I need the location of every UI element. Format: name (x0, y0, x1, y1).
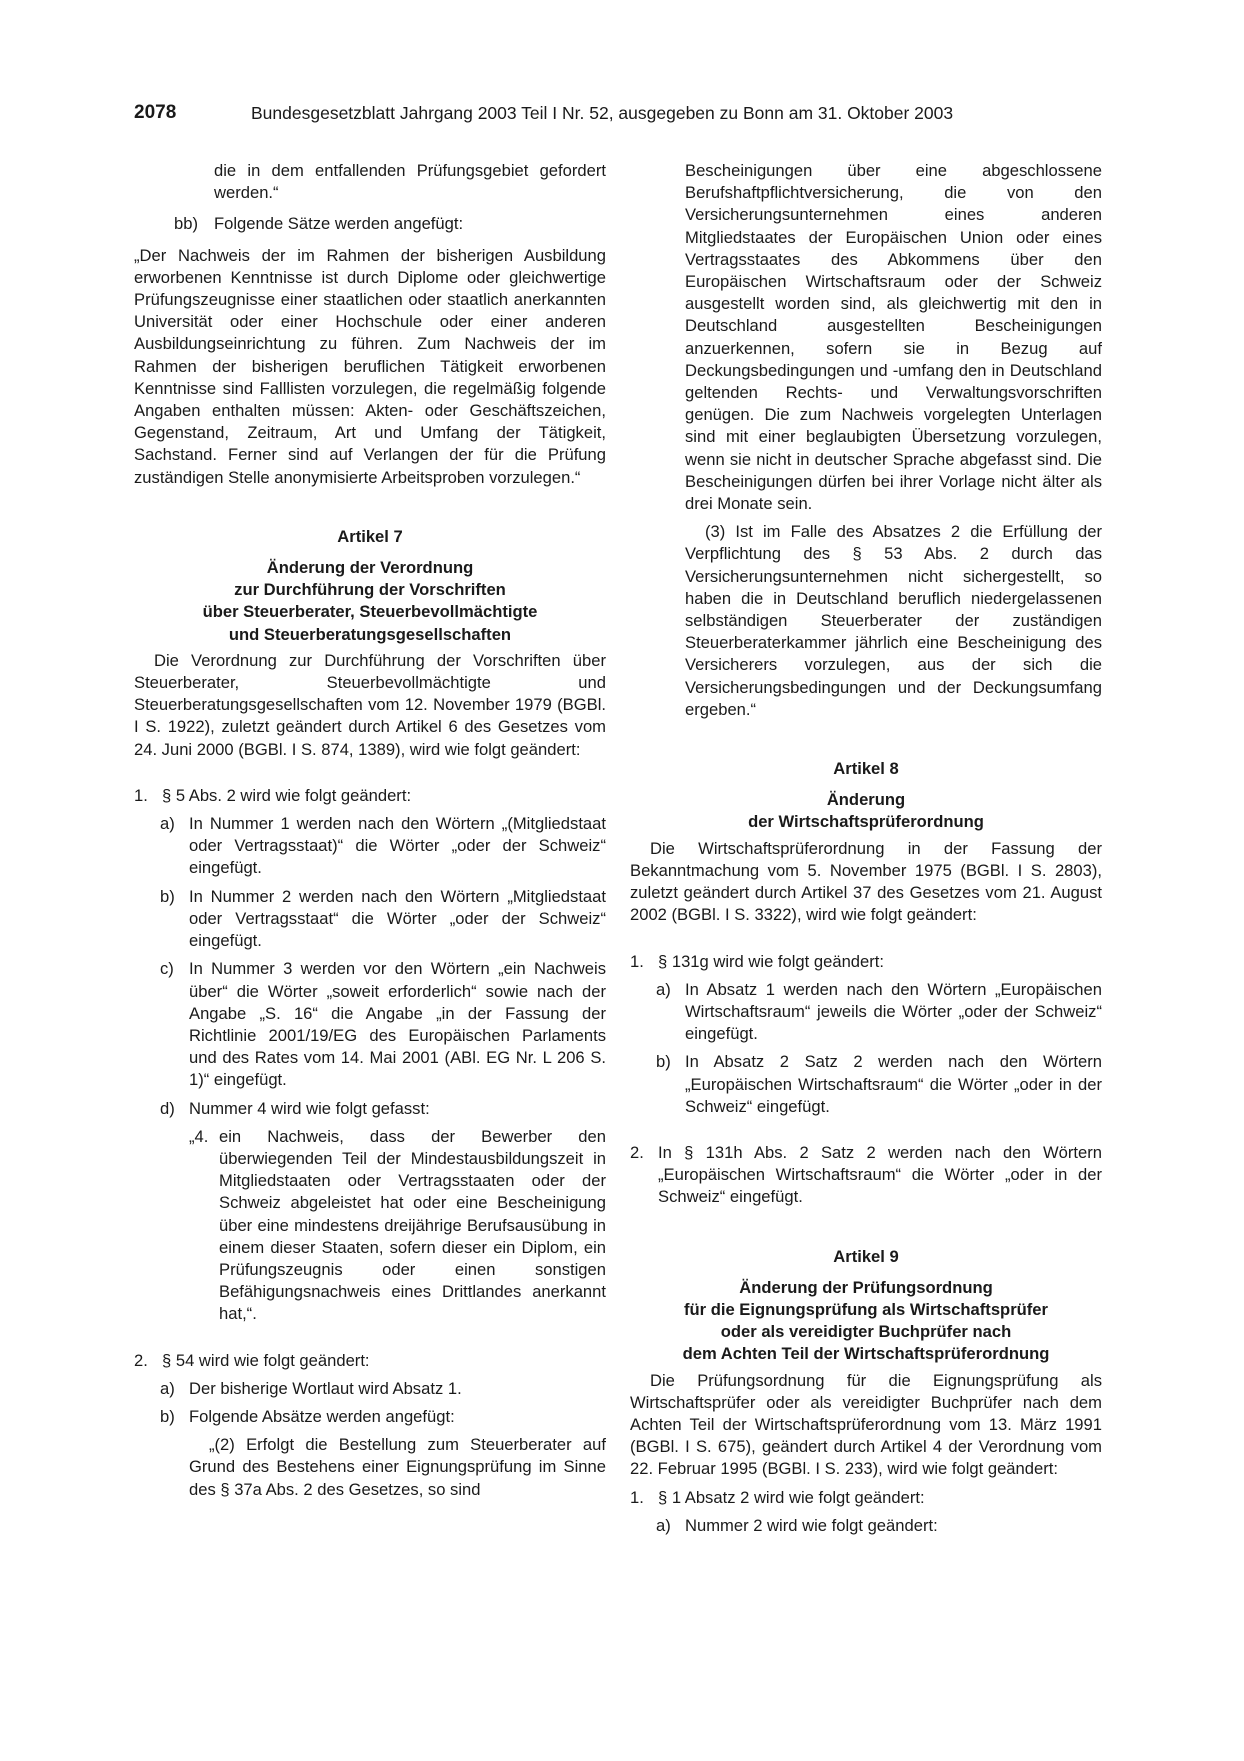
continued-text: Bescheinigungen über eine abgeschlossene Berufshaftpflichtversicherung, die von den Versicherungsunternehmen eines anderen Mitgliedstaates der Europäischen Union oder eines Vertragsstaates des Abkommens über den Europäischen Wirtschaftsraum oder der Schweiz ausgestellt worden sind, als gleichwertig mit den in Deutschland ausgestellten Bescheinigungen anzuerkennen, sofern sie in Bezug auf Deckungsbedingungen und -umfang den in Deutschland geltenden Rechts- und Verwaltungsvorschriften genügen. Die zum Nachweis vorgelegten Unterlagen sind mit einer beglaubigten Übersetzung vorzulegen, wenn sie nicht in deutscher Sprache abgefasst sind. Die Bescheinigungen dürfen bei ihrer Vorlage nicht älter als drei Monate sein. (685, 161, 1102, 514)
title-line: oder als vereidigter Buchprüfer nach (720, 1322, 1012, 1342)
article-9-heading: Artikel 9 (833, 1246, 899, 1266)
list-item-1a (134, 813, 606, 880)
list-text: Folgende Absätze werden angefügt: (189, 1406, 455, 1426)
article-7-heading: Artikel 7 (337, 526, 403, 546)
title-line: zur Durchführung der Vorschriften (234, 580, 506, 600)
list-label: bb) (174, 214, 198, 234)
gazette-title: Bundesgesetzblatt Jahrgang 2003 Teil I Nr. 52, ausgegeben zu Bonn am 31. Oktober 2003 (251, 103, 954, 123)
list-text: Nummer 2 wird wie folgt geändert: (685, 1515, 938, 1535)
list-label: 1. (630, 1487, 644, 1507)
list-item-1 (134, 785, 606, 807)
list-text: Folgende Sätze werden angefügt: (214, 214, 464, 234)
list-item-1d (134, 1098, 606, 1120)
list-item-1b (134, 886, 606, 953)
article-7-intro: Die Verordnung zur Durchführung der Vorschriften über Steuerberater, Steuerbevollmächtigte und Steuerberatungsgesellschaften vom 12. November 1979 (BGBl. I S. 1922), zuletzt geändert durch Artikel 6 des Gesetzes vom 24. Juni 2000 (BGBl. I S. 874, 1389), wird wie folgt geändert: (134, 650, 606, 759)
list-item-1b (630, 1051, 1102, 1118)
quoted-amendment: „Der Nachweis der im Rahmen der bisherigen Ausbildung erworbenen Kenntnisse ist durch Diplome oder gleichwertige Prüfungszeugnisse einer staatlichen oder staatlich anerkannten Universität oder einer Hochschule oder einer anderen Ausbildungseinrichtung zu führen. Zum Nachweis der im Rahmen der bisherigen beruflichen Tätigkeit erworbenen Kenntnisse sind Falllisten vorzulegen, die regelmäßig folgende Angaben enthalten müssen: Akten- oder Geschäftszeichen, Gegenstand, Zeitraum, Art und Umfang der Tätigkeit, Sachstand. Ferner sind auf Verlangen der für die Prüfung zuständigen Stelle anonymisierte Arbeitsproben vorzulegen.“ (134, 245, 606, 487)
quoted-text: ein Nachweis, dass der Bewerber den überwiegenden Teil der Mindestausbildungszeit in Mitgliedstaaten oder Vertragsstaaten oder der Schweiz abgeleistet hat oder eine Bescheinigung über eine mindestens dreijährige Berufsausübung in einem dieser Staaten, sofern dieser ein Diplom, ein Prüfungszeugnis oder einen sonstigen Befähigungsnachweis eines Drittlandes anerkannt hat,“. (219, 1126, 606, 1324)
list-item-2a (134, 1378, 606, 1400)
list-text: In Absatz 2 Satz 2 werden nach den Wörtern „Europäischen Wirtschaftsraum“ die Wörter „oder in der Schweiz“ eingefügt. (685, 1052, 1102, 1116)
title-line: für die Eignungsprüfung als Wirtschaftsprüfer (683, 1299, 1048, 1319)
list-text: In Nummer 2 werden nach den Wörtern „Mitgliedstaat oder Vertragsstaat“ die Wörter „oder der Schweiz“ eingefügt. (189, 886, 606, 951)
list-text: Der bisherige Wortlaut wird Absatz 1. (189, 1378, 462, 1398)
article-8-heading: Artikel 8 (833, 759, 899, 779)
article-7-title (134, 557, 606, 646)
title-line: der Wirtschaftsprüferordnung (748, 812, 984, 832)
list-text: In § 131h Abs. 2 Satz 2 werden nach den Wörtern „Europäischen Wirtschaftsraum“ die Wörter „oder in der Schweiz“ eingefügt. (658, 1142, 1102, 1207)
list-label: b) (160, 1406, 175, 1426)
list-label: c) (160, 959, 174, 979)
quoted-paragraph-3: (3) Ist im Falle des Absatzes 2 die Erfüllung der Verpflichtung des § 53 Abs. 2 durch das Versicherungsunternehmen nicht sichergestellt, so haben die in Deutschland beruflich niedergelassenen selbständigen Steuerberater der zuständigen Steuerberaterkammer jährlich eine Bescheinigung des Versicherers vorzulegen, aus der sich die Versicherungsbedingungen und der Deckungsumfang ergeben.“ (685, 522, 1102, 719)
title-line: über Steuerberater, Steuerbevollmächtigte (202, 602, 538, 622)
list-label: a) (160, 1378, 175, 1398)
list-text: In Nummer 3 werden vor den Wörtern „ein Nachweis über“ die Wörter „soweit erforderlich“ sowie nach der Angabe „S. 16“ die Angabe „in der Fassung der Richtlinie 2001/19/EG des Europäischen Parlaments und des Rates vom 14. Mai 2001 (ABl. EG Nr. L 206 S. 1)“ eingefügt. (189, 959, 606, 1090)
list-label: a) (656, 979, 671, 999)
list-label: a) (160, 814, 175, 834)
list-item-1 (630, 1487, 1102, 1509)
article-9-title (630, 1277, 1102, 1366)
list-label: 1. (134, 785, 148, 805)
quoted-number-4 (189, 1126, 606, 1326)
page-number: 2078 (134, 102, 177, 123)
list-text: In Nummer 1 werden nach den Wörtern „(Mitgliedstaat oder Vertragsstaat)“ die Wörter „oder der Schweiz“ eingefügt. (189, 814, 606, 878)
list-item-2b (134, 1406, 606, 1428)
list-item-2 (134, 1350, 606, 1372)
list-text: § 54 wird wie folgt geändert: (162, 1350, 370, 1370)
title-line: Änderung der Prüfungsordnung (739, 1277, 993, 1297)
list-label: 1. (630, 951, 644, 971)
list-label: b) (160, 886, 175, 906)
title-line: Änderung der Verordnung (266, 558, 474, 578)
list-item-1 (630, 951, 1102, 973)
list-text: § 1 Absatz 2 wird wie folgt geändert: (658, 1487, 925, 1507)
title-line: und Steuerberatungsgesellschaften (228, 624, 512, 644)
article-9-intro: Die Prüfungsordnung für die Eignungsprüfung als Wirtschaftsprüfer oder als vereidigter Buchprüfer nach dem Achten Teil der Wirtschaftsprüferordnung vom 13. März 1991 (BGBl. I S. 675), geändert durch Artikel 4 der Verordnung vom 22. Februar 1995 (BGBl. I S. 233), wird wie folgt geändert: (630, 1370, 1102, 1479)
list-label: d) (160, 1098, 175, 1118)
list-label: 2. (134, 1350, 148, 1370)
list-item-1a (630, 979, 1102, 1046)
quoted-paragraph-2: „(2) Erfolgt die Bestellung zum Steuerberater auf Grund des Bestehens einer Eignungsprüfung im Sinne des § 37a Abs. 2 des Gesetzes, so sind (189, 1435, 606, 1499)
title-line: dem Achten Teil der Wirtschaftsprüferordnung (682, 1344, 1050, 1364)
list-item-1c (134, 958, 606, 1091)
right-column (630, 160, 1102, 1537)
list-text: § 5 Abs. 2 wird wie folgt geändert: (162, 785, 412, 805)
article-8-title (630, 789, 1102, 833)
quoted-label: „4. (189, 1126, 209, 1146)
list-label: b) (656, 1052, 671, 1072)
title-line: Änderung (826, 790, 906, 810)
list-text: In Absatz 1 werden nach den Wörtern „Europäischen Wirtschaftsraum“ jeweils die Wörter „oder der Schweiz“ eingefügt. (685, 979, 1102, 1044)
list-item-1a (630, 1515, 1102, 1537)
left-column (134, 160, 606, 1501)
continued-text: die in dem entfallenden Prüfungsgebiet gefordert werden.“ (214, 161, 606, 203)
list-label: 2. (630, 1142, 644, 1162)
list-text: § 131g wird wie folgt geändert: (658, 951, 885, 971)
page-header (134, 102, 1014, 130)
list-label: a) (656, 1515, 671, 1535)
list-text: Nummer 4 wird wie folgt gefasst: (189, 1098, 430, 1118)
list-item-2 (630, 1142, 1102, 1209)
article-8-intro: Die Wirtschaftsprüferordnung in der Fassung der Bekanntmachung vom 5. November 1975 (BGBl. I S. 2803), zuletzt geändert durch Artikel 37 des Gesetzes vom 21. August 2002 (BGBl. I S. 3322), wird wie folgt geändert: (630, 838, 1102, 925)
list-item-bb (134, 213, 606, 235)
